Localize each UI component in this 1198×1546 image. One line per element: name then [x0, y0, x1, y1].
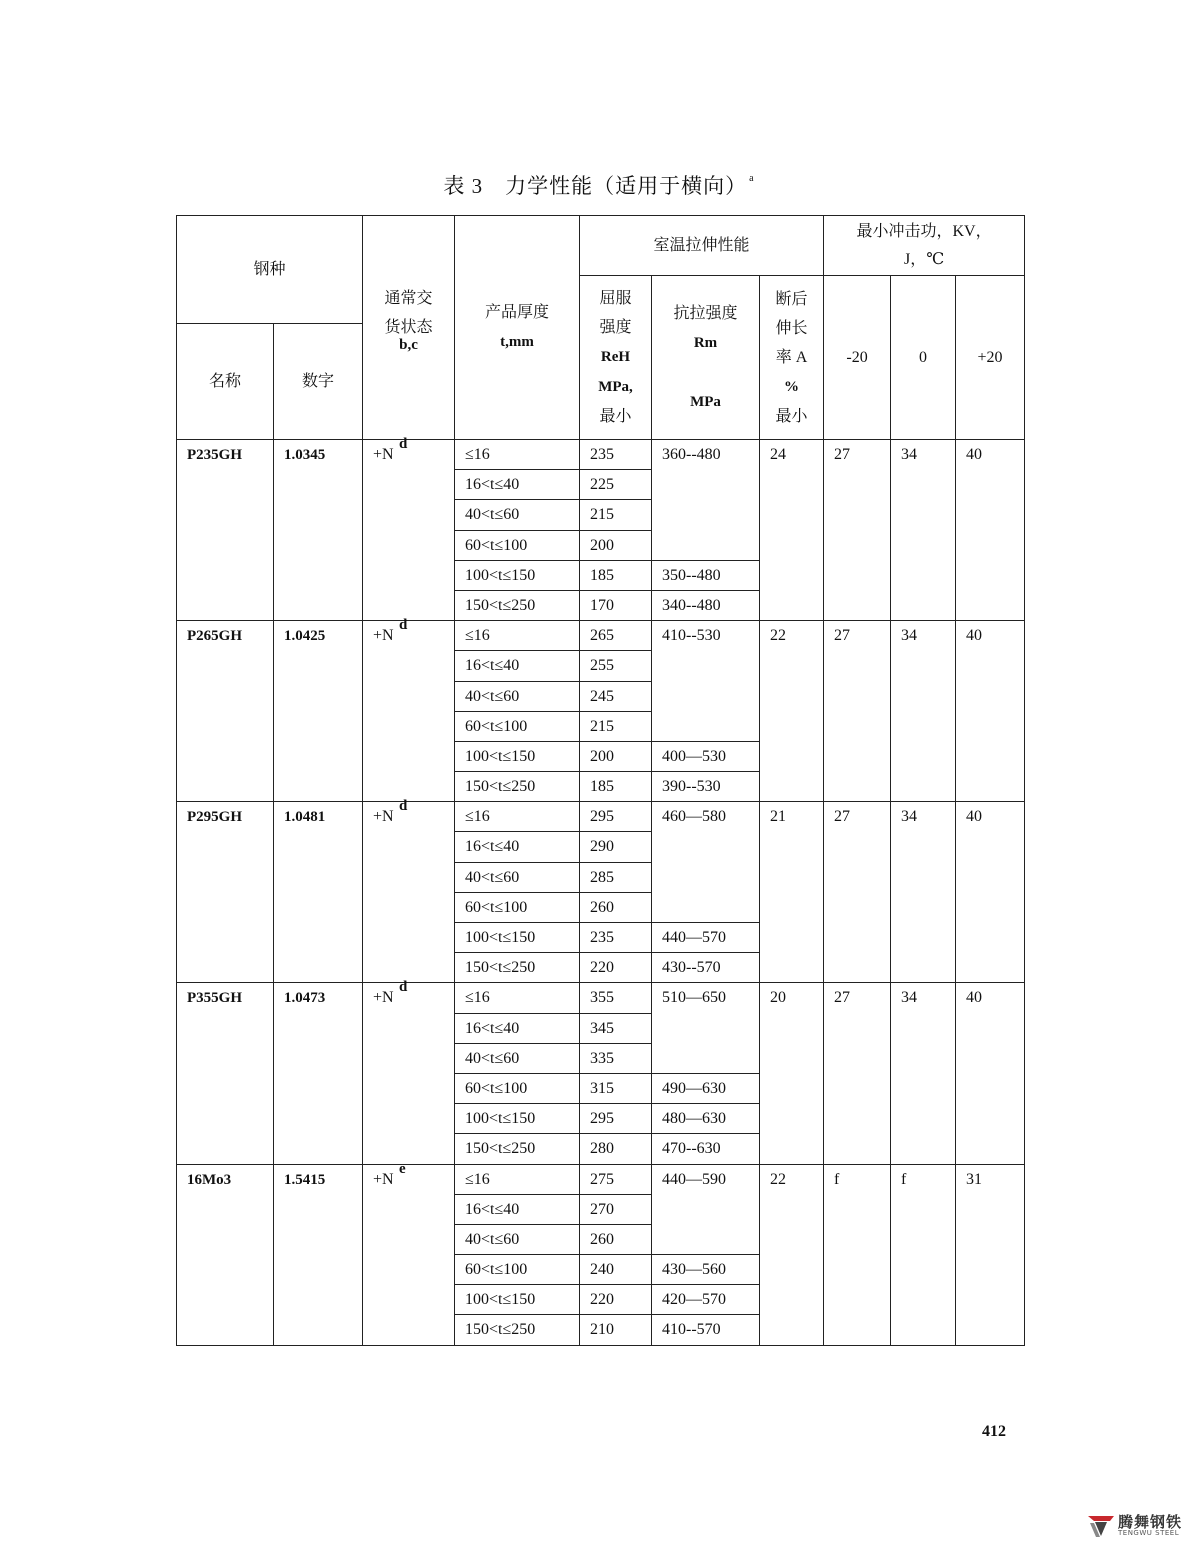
- thickness-cell-text: ≤16: [465, 627, 490, 645]
- tensile-strength-cell: [652, 802, 760, 923]
- impact-minus20-cell-text: f: [834, 1170, 840, 1188]
- yield-strength-cell: [580, 711, 652, 741]
- elongation-cell: [760, 440, 824, 621]
- tengwu-logo-icon: [1086, 1510, 1116, 1538]
- yield-strength-cell-text: 210: [590, 1321, 615, 1339]
- yield-strength-cell: [580, 530, 652, 560]
- yield-strength-cell-text: 220: [590, 1291, 615, 1309]
- impact-minus20-cell: [824, 440, 891, 621]
- grade-name-cell: [177, 983, 274, 1164]
- grade-name-cell-text: P355GH: [187, 990, 242, 1007]
- yield-strength-cell: [580, 500, 652, 530]
- yield-strength-cell-text: 285: [590, 868, 615, 886]
- grade-name-cell: [177, 621, 274, 802]
- impact-0-cell: [891, 621, 956, 802]
- table-row: [177, 1164, 1025, 1194]
- tensile-strength-cell: [652, 1315, 760, 1345]
- tensile-strength-header: 抗拉强度 Rm MPa: [652, 276, 760, 440]
- logo-text-cn: 腾舞钢铁: [1118, 1513, 1183, 1531]
- yield-strength-cell: [580, 1104, 652, 1134]
- yield-strength-cell-text: 215: [590, 717, 615, 735]
- grade-number-cell-text: 1.0473: [284, 990, 326, 1007]
- delivery-condition-cell: [363, 617, 455, 802]
- yield-strength-cell-text: 245: [590, 687, 615, 705]
- thickness-cell: [455, 953, 580, 983]
- table-row: [177, 983, 1025, 1013]
- grade-number-cell-text: 1.0481: [284, 809, 326, 826]
- elongation-cell: [760, 621, 824, 802]
- yield-strength-cell-text: 295: [590, 808, 615, 826]
- thickness-cell-text: 150<t≤250: [465, 959, 536, 977]
- yield-strength-cell-text: 220: [590, 959, 615, 977]
- impact-plus20-cell: [956, 802, 1025, 983]
- yield-strength-cell: [580, 892, 652, 922]
- yield-strength-cell: [580, 802, 652, 832]
- yield-strength-cell-text: 275: [590, 1170, 615, 1188]
- grade-name-cell: [177, 802, 274, 983]
- thickness-cell-text: 150<t≤250: [465, 1140, 536, 1158]
- elongation-cell: [760, 1164, 824, 1345]
- thickness-cell: [455, 983, 580, 1013]
- delivery-condition-value: [363, 1160, 454, 1189]
- tensile-strength-cell: [652, 1255, 760, 1285]
- thickness-cell: [455, 832, 580, 862]
- yield-strength-cell-text: 335: [590, 1049, 615, 1067]
- yield-strength-cell-text: 200: [590, 536, 615, 554]
- thickness-cell-text: 60<t≤100: [465, 898, 528, 916]
- thickness-cell-text: 150<t≤250: [465, 778, 536, 796]
- tensile-strength-cell: [652, 1073, 760, 1103]
- thickness-cell-text: 16<t≤40: [465, 838, 520, 856]
- thickness-cell-text: 60<t≤100: [465, 1079, 528, 1097]
- grade-name-cell-text: 16Mo3: [187, 1171, 232, 1188]
- thickness-cell-text: 150<t≤250: [465, 1321, 536, 1339]
- impact-plus20-cell: [956, 440, 1025, 621]
- yield-strength-cell: [580, 1164, 652, 1194]
- tensile-strength-cell-text: 340--480: [662, 596, 721, 614]
- impact-plus20-cell-text: 40: [966, 446, 983, 463]
- delivery-condition-value: [363, 617, 454, 645]
- yield-strength-cell-text: 185: [590, 778, 615, 796]
- thickness-cell: [455, 1224, 580, 1254]
- thickness-cell-text: 60<t≤100: [465, 1261, 528, 1279]
- thickness-cell-text: 40<t≤60: [465, 1230, 520, 1248]
- tensile-strength-cell: [652, 953, 760, 983]
- elongation-cell: [760, 802, 824, 983]
- delivery-condition-cell: [363, 1160, 455, 1345]
- grade-name-cell: [177, 1164, 274, 1345]
- thickness-cell: [455, 440, 580, 470]
- tensile-strength-cell-text: 510—650: [662, 989, 727, 1007]
- impact-group-header: 最小冲击功，KV， J，℃: [824, 216, 1025, 276]
- temp-header-plus20: +20: [956, 276, 1025, 440]
- tensile-group-header: 室温拉伸性能: [580, 216, 824, 276]
- yield-strength-cell: [580, 1043, 652, 1073]
- yield-strength-cell-text: 290: [590, 838, 615, 856]
- grade-number-cell: [274, 983, 363, 1164]
- yield-strength-cell-text: 315: [590, 1079, 615, 1097]
- table-title-text: 表 3 力学性能（适用于横向）: [443, 174, 748, 198]
- thickness-cell-text: 60<t≤100: [465, 536, 528, 554]
- tensile-strength-cell-text: 400—530: [662, 747, 727, 765]
- tengwu-steel-logo: [1086, 1510, 1190, 1540]
- thickness-cell-text: 16<t≤40: [465, 476, 520, 494]
- table-title-footnote-mark: a: [749, 173, 755, 184]
- impact-0-cell: [891, 983, 956, 1164]
- elongation-header: 断后 伸长 率 A % 最小: [760, 276, 824, 440]
- impact-0-cell-text: 34: [901, 627, 918, 645]
- yield-strength-header: 屈服 强度 ReH MPa, 最小: [580, 276, 652, 440]
- thickness-cell: [455, 1134, 580, 1164]
- elongation-cell-text: 22: [770, 1170, 787, 1188]
- tensile-strength-cell: [652, 923, 760, 953]
- thickness-cell: [455, 500, 580, 530]
- delivery-condition-cell: [363, 436, 455, 621]
- yield-strength-cell: [580, 772, 652, 802]
- delivery-text: +N: [373, 1170, 394, 1188]
- table-row: [177, 621, 1025, 651]
- yield-strength-cell: [580, 1255, 652, 1285]
- thickness-cell: [455, 772, 580, 802]
- tensile-strength-cell-text: 470--630: [662, 1140, 721, 1158]
- delivery-condition-cell: [363, 798, 455, 983]
- yield-strength-cell-text: 255: [590, 657, 615, 675]
- thickness-header: 产品厚度 t,mm: [455, 216, 580, 440]
- thickness-cell-text: 60<t≤100: [465, 717, 528, 735]
- thickness-cell: [455, 923, 580, 953]
- yield-strength-cell-text: 200: [590, 747, 615, 765]
- yield-strength-cell: [580, 681, 652, 711]
- impact-plus20-cell-text: 40: [966, 808, 983, 826]
- yield-strength-cell-text: 225: [590, 476, 615, 494]
- yield-strength-cell: [580, 651, 652, 681]
- impact-minus20-cell-text: 27: [834, 446, 851, 463]
- yield-strength-cell-text: 240: [590, 1261, 615, 1279]
- grade-number-cell: [274, 1164, 363, 1345]
- yield-strength-cell-text: 270: [590, 1200, 615, 1218]
- elongation-cell-text: 21: [770, 808, 787, 826]
- tensile-strength-cell-text: 490—630: [662, 1079, 727, 1097]
- tensile-strength-cell: [652, 621, 760, 742]
- thickness-cell: [455, 802, 580, 832]
- table-row: [177, 440, 1025, 470]
- impact-0-cell-text: 34: [901, 808, 918, 826]
- yield-strength-cell: [580, 621, 652, 651]
- yield-strength-cell: [580, 1134, 652, 1164]
- yield-strength-cell-text: 185: [590, 566, 615, 584]
- thickness-cell-text: 40<t≤60: [465, 868, 520, 886]
- tensile-strength-cell-text: 350--480: [662, 566, 721, 584]
- thickness-cell: [455, 470, 580, 500]
- thickness-cell: [455, 1255, 580, 1285]
- thickness-cell: [455, 1315, 580, 1345]
- tensile-strength-cell-text: 390--530: [662, 778, 721, 796]
- impact-minus20-cell-text: 27: [834, 989, 851, 1007]
- tensile-strength-cell: [652, 560, 760, 590]
- page-number: 412: [982, 1423, 1006, 1440]
- number-header: 数字: [274, 324, 363, 440]
- yield-strength-cell: [580, 923, 652, 953]
- elongation-cell: [760, 983, 824, 1164]
- impact-plus20-cell-text: 40: [966, 989, 983, 1007]
- tensile-strength-cell: [652, 1104, 760, 1134]
- yield-strength-cell: [580, 1224, 652, 1254]
- thickness-cell: [455, 651, 580, 681]
- tensile-strength-cell: [652, 440, 760, 561]
- delivery-footnote-mark: d: [399, 798, 408, 815]
- yield-strength-cell: [580, 953, 652, 983]
- thickness-cell: [455, 621, 580, 651]
- delivery-condition-value: [363, 798, 454, 826]
- yield-strength-cell: [580, 590, 652, 620]
- tensile-strength-cell-text: 430—560: [662, 1261, 727, 1279]
- yield-strength-cell: [580, 741, 652, 771]
- yield-strength-cell-text: 260: [590, 898, 615, 916]
- elongation-cell-text: 20: [770, 989, 787, 1007]
- tensile-strength-cell: [652, 983, 760, 1074]
- thickness-cell-text: 40<t≤60: [465, 1049, 520, 1067]
- thickness-cell-text: 100<t≤150: [465, 747, 536, 765]
- logo-text-en: TENGWU STEEL: [1118, 1529, 1180, 1537]
- impact-minus20-cell: [824, 1164, 891, 1345]
- yield-strength-cell: [580, 862, 652, 892]
- tensile-strength-cell-text: 410--570: [662, 1321, 721, 1339]
- impact-plus20-cell-text: 40: [966, 627, 983, 645]
- tensile-strength-cell-text: 440—590: [662, 1170, 727, 1188]
- yield-strength-cell: [580, 832, 652, 862]
- tensile-strength-cell-text: 430--570: [662, 959, 721, 977]
- grade-number-cell: [274, 802, 363, 983]
- thickness-cell: [455, 892, 580, 922]
- thickness-cell: [455, 1073, 580, 1103]
- impact-0-cell: [891, 1164, 956, 1345]
- yield-strength-cell: [580, 440, 652, 470]
- tensile-strength-cell-text: 480—630: [662, 1110, 727, 1128]
- thickness-cell: [455, 1285, 580, 1315]
- tensile-strength-cell: [652, 1134, 760, 1164]
- yield-strength-cell: [580, 1315, 652, 1345]
- yield-strength-cell-text: 170: [590, 596, 615, 614]
- yield-strength-cell-text: 265: [590, 627, 615, 645]
- thickness-cell-text: ≤16: [465, 808, 490, 826]
- thickness-cell-text: 16<t≤40: [465, 1019, 520, 1037]
- impact-minus20-cell-text: 27: [834, 808, 851, 826]
- delivery-condition-value: [363, 436, 454, 464]
- thickness-cell-text: ≤16: [465, 1170, 490, 1188]
- yield-strength-cell-text: 260: [590, 1230, 615, 1248]
- delivery-footnote-mark: e: [399, 1160, 406, 1177]
- yield-strength-cell-text: 345: [590, 1019, 615, 1037]
- tensile-strength-cell-text: 410--530: [662, 627, 721, 645]
- yield-strength-cell: [580, 1194, 652, 1224]
- table-title: [0, 170, 1198, 200]
- impact-plus20-cell: [956, 983, 1025, 1164]
- thickness-cell: [455, 1104, 580, 1134]
- grade-number-cell: [274, 440, 363, 621]
- delivery-condition-header: 通常交 货状态 b,c: [363, 216, 455, 440]
- grade-name-cell-text: P295GH: [187, 809, 242, 826]
- thickness-cell-text: 100<t≤150: [465, 1291, 536, 1309]
- impact-0-cell-text: f: [901, 1170, 907, 1188]
- impact-0-cell: [891, 802, 956, 983]
- thickness-cell: [455, 681, 580, 711]
- impact-plus20-cell: [956, 621, 1025, 802]
- grade-number-cell-text: 1.0425: [284, 628, 326, 645]
- impact-minus20-cell: [824, 621, 891, 802]
- tensile-strength-cell: [652, 741, 760, 771]
- yield-strength-cell: [580, 983, 652, 1013]
- grade-name-cell: [177, 440, 274, 621]
- tensile-strength-cell-text: 440—570: [662, 929, 727, 946]
- thickness-cell-text: 150<t≤250: [465, 596, 536, 614]
- thickness-cell-text: 16<t≤40: [465, 657, 520, 675]
- yield-strength-cell: [580, 1013, 652, 1043]
- delivery-footnote-mark: d: [399, 617, 408, 634]
- yield-strength-cell-text: 235: [590, 446, 615, 463]
- table-row: [177, 802, 1025, 832]
- yield-strength-cell: [580, 1285, 652, 1315]
- grade-number-cell-text: 1.5415: [284, 1171, 326, 1188]
- delivery-footnote-mark: d: [399, 436, 408, 452]
- tensile-strength-cell: [652, 590, 760, 620]
- tensile-strength-cell-text: 420—570: [662, 1291, 727, 1309]
- thickness-cell-text: 100<t≤150: [465, 929, 536, 946]
- thickness-cell-text: 40<t≤60: [465, 687, 520, 705]
- grade-number-cell: [274, 621, 363, 802]
- table-header: [177, 216, 1025, 440]
- temp-header-0: 0: [891, 276, 956, 440]
- thickness-cell-text: 16<t≤40: [465, 1200, 520, 1218]
- elongation-cell-text: 22: [770, 627, 787, 645]
- impact-0-cell-text: 34: [901, 446, 918, 463]
- delivery-condition-cell: [363, 979, 455, 1164]
- tensile-strength-cell: [652, 772, 760, 802]
- yield-strength-cell: [580, 1073, 652, 1103]
- thickness-cell-text: 100<t≤150: [465, 566, 536, 584]
- delivery-condition-value: [363, 979, 454, 1007]
- tensile-strength-cell-text: 460—580: [662, 808, 727, 826]
- yield-strength-cell-text: 295: [590, 1110, 615, 1128]
- tensile-strength-cell: [652, 1164, 760, 1255]
- steel-grade-header: 钢种: [177, 216, 363, 324]
- delivery-footnote-mark: d: [399, 979, 408, 996]
- yield-strength-cell-text: 235: [590, 929, 615, 946]
- impact-0-cell: [891, 440, 956, 621]
- thickness-cell: [455, 530, 580, 560]
- impact-minus20-cell: [824, 983, 891, 1164]
- delivery-text: +N: [373, 808, 394, 826]
- yield-strength-cell-text: 280: [590, 1140, 615, 1158]
- yield-strength-cell: [580, 470, 652, 500]
- name-header: 名称: [177, 324, 274, 440]
- thickness-cell: [455, 1194, 580, 1224]
- impact-plus20-cell: [956, 1164, 1025, 1345]
- thickness-cell-text: 40<t≤60: [465, 506, 520, 524]
- grade-name-cell-text: P265GH: [187, 628, 242, 645]
- delivery-text: +N: [373, 627, 394, 645]
- tensile-strength-cell-text: 360--480: [662, 446, 721, 463]
- yield-strength-cell: [580, 560, 652, 590]
- thickness-cell: [455, 1043, 580, 1073]
- thickness-cell: [455, 741, 580, 771]
- thickness-cell: [455, 560, 580, 590]
- thickness-cell-text: 100<t≤150: [465, 1110, 536, 1128]
- thickness-cell: [455, 711, 580, 741]
- impact-minus20-cell: [824, 802, 891, 983]
- delivery-text: +N: [373, 989, 394, 1007]
- thickness-cell: [455, 862, 580, 892]
- thickness-cell-text: ≤16: [465, 446, 490, 463]
- impact-minus20-cell-text: 27: [834, 627, 851, 645]
- delivery-text: +N: [373, 446, 394, 463]
- grade-number-cell-text: 1.0345: [284, 447, 326, 463]
- grade-name-cell-text: P235GH: [187, 447, 242, 463]
- thickness-cell: [455, 590, 580, 620]
- impact-0-cell-text: 34: [901, 989, 918, 1007]
- table-body: [177, 436, 1025, 1346]
- tensile-strength-cell: [652, 1285, 760, 1315]
- temp-header-minus20: -20: [824, 276, 891, 440]
- thickness-cell-text: ≤16: [465, 989, 490, 1007]
- mechanical-properties-table: [176, 215, 1025, 1346]
- thickness-cell: [455, 1013, 580, 1043]
- elongation-cell-text: 24: [770, 446, 787, 463]
- impact-plus20-cell-text: 31: [966, 1170, 983, 1188]
- yield-strength-cell-text: 355: [590, 989, 615, 1007]
- thickness-cell: [455, 1164, 580, 1194]
- yield-strength-cell-text: 215: [590, 506, 615, 524]
